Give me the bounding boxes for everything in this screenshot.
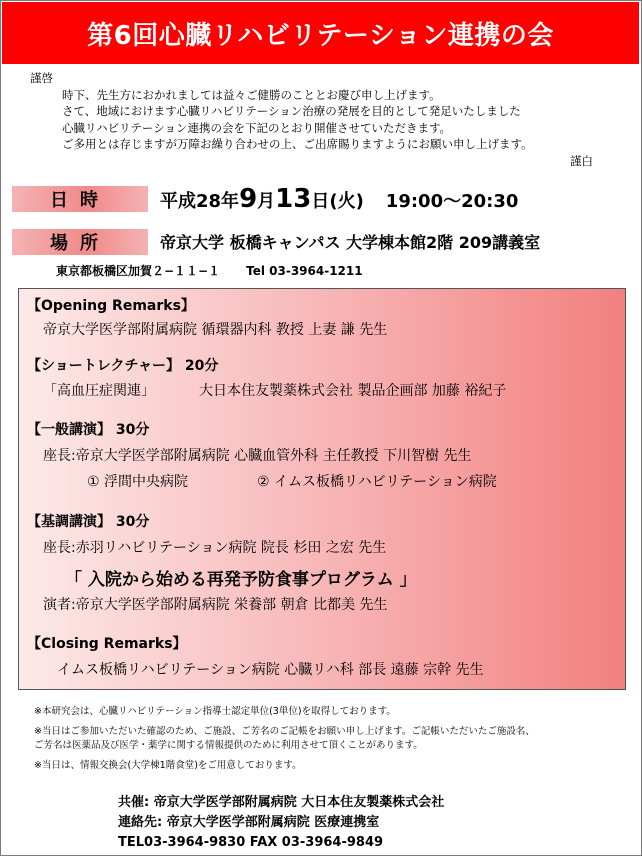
note-1: ※本研究会は、心臓リハビリテーション指導士認定単位(3単位)を取得しております。 xyxy=(34,706,396,717)
note-4: ※当日は、情報交換会(大学棟1階食堂)をご用意しております。 xyxy=(34,760,302,771)
greeting-line-3: 心臓リハビリテーション連携の会を下記のとおり開催させていただきます。 xyxy=(62,120,452,135)
opening-header: 【Opening Remarks】 xyxy=(27,298,195,314)
greeting-line-4: ご多用とは存じますが万障お繰り合わせの上、ご出席賜りますようにお願い申し上げます。 xyxy=(62,137,533,151)
short-lecture-topic: 「高血圧症関連」 xyxy=(43,383,155,399)
datetime-value xyxy=(160,184,518,214)
venue-tel: Tel 03-3964-1211 xyxy=(246,264,363,278)
general-item-2: ② イムス板橋リハビリテーション病院 xyxy=(257,474,497,490)
venue-address: 東京都板橋区加賀２−１１−１ xyxy=(56,264,221,278)
note-2: ※当日はご参加いただいた確認のため、ご施設、ご芳名のご記帳をお願い申し上げます。ご記帳いただいたご施設名、 xyxy=(34,726,535,737)
general-header: 【一般講演】 30分 xyxy=(27,422,150,438)
general-chair: 座長:帝京大学医学部附属病院 心臓血管外科 主任教授 下川智樹 先生 xyxy=(43,448,472,464)
datetime-time: 19:00〜20:30 xyxy=(385,191,519,212)
datetime-month: 9 xyxy=(239,184,258,214)
greeting-closing: 謹白 xyxy=(570,153,593,168)
venue-value: 帝京大学 板橋キャンパス 大学棟本館2階 209講義室 xyxy=(160,233,541,252)
opening-speaker: 帝京大学医学部附属病院 循環器内科 教授 上妻 謙 先生 xyxy=(43,322,388,338)
title-banner xyxy=(2,2,639,64)
datetime-day: 13 xyxy=(275,184,312,214)
keynote-chair: 座長:赤羽リハビリテーション病院 院長 杉田 之宏 先生 xyxy=(43,540,387,556)
venue-address-line xyxy=(56,262,363,279)
greeting-line-1: 時下、先生方におかれましては益々ご健勝のこととお慶び申し上げます。 xyxy=(62,87,441,102)
keynote-title: 「 入院から始める再発予防食事プログラム 」 xyxy=(65,570,417,590)
notes-block xyxy=(34,705,535,773)
closing-speaker: イムス板橋リハビリテーション病院 心臓リハ科 部長 遠藤 宗幹 先生 xyxy=(57,662,484,678)
keynote-speaker: 演者:帝京大学医学部附属病院 栄養部 朝倉 比都美 先生 xyxy=(43,597,388,613)
closing-header: 【Closing Remarks】 xyxy=(27,636,187,652)
footer-sponsor: 共催: 帝京大学医学部附属病院 大日本住友製薬株式会社 xyxy=(118,795,445,810)
note-3: ご芳名は医薬品及び医学・薬学に関する情報提供のために利用させて頂くことがあります。 xyxy=(34,740,423,751)
datetime-day-unit: 日 xyxy=(311,191,330,212)
datetime-weekday: (火) xyxy=(329,191,364,212)
short-lecture-header: 【ショートレクチャー】 20分 xyxy=(27,358,219,374)
short-lecture-speaker: 大日本住友製薬株式会社 製品企画部 加藤 裕紀子 xyxy=(199,383,507,399)
footer-telfax: TEL03-3964-9830 FAX 03-3964-9849 xyxy=(118,835,384,850)
datetime-label: 日時 xyxy=(12,186,148,212)
datetime-month-unit: 月 xyxy=(257,191,276,212)
page-title: 第6回心臓リハビリテーション連携の会 xyxy=(87,20,554,51)
datetime-year: 平成28年 xyxy=(160,191,240,212)
footer-block xyxy=(118,793,444,853)
greeting-opening: 謹啓 xyxy=(30,71,53,85)
general-item-1: ① 浮間中央病院 xyxy=(87,474,189,490)
greeting-block xyxy=(30,70,593,168)
footer-contact: 連絡先: 帝京大学医学部附属病院 医療連携室 xyxy=(118,815,380,830)
venue-label: 場所 xyxy=(12,229,148,255)
keynote-header: 【基調講演】 30分 xyxy=(27,514,150,530)
program-panel xyxy=(18,288,626,690)
greeting-line-2: さて、地域におけます心臓リハビリテーション治療の発展を目的として発足いたしました xyxy=(62,104,521,118)
